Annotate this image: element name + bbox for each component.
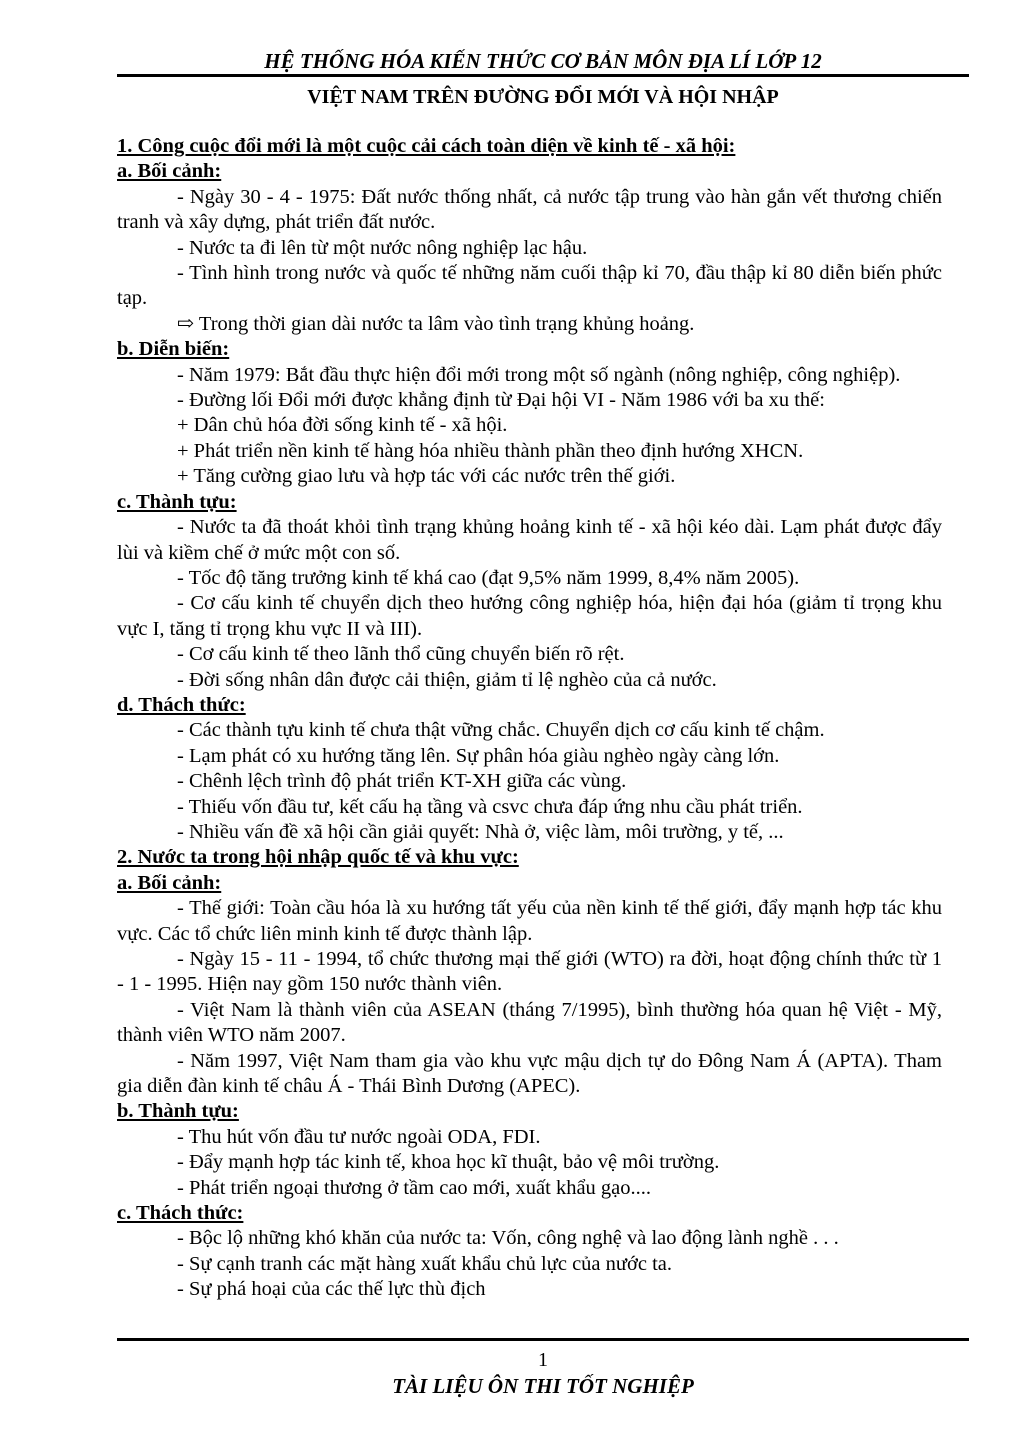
document-title: VIỆT NAM TRÊN ĐƯỜNG ĐỔI MỚI VÀ HỘI NHẬP [307, 86, 779, 108]
paragraph: - Nhiều vấn đề xã hội cần giải quyết: Nhà ở, việc làm, môi trường, y tế, ... [177, 820, 784, 843]
section-2-heading: 2. Nước ta trong hội nhập quốc tế và khu vực: [117, 846, 519, 869]
section-2a-heading: a. Bối cảnh: [117, 871, 222, 894]
paragraph: - Bộc lộ những khó khăn của nước ta: Vốn, công nghệ và lao động lành nghề . . . [177, 1227, 839, 1250]
document-body [117, 134, 942, 1303]
footer-title: TÀI LIỆU ÔN THI TỐT NGHIỆP [392, 1374, 694, 1398]
paragraph: - Việt Nam là thành viên của ASEAN (tháng 7/1995), bình thường hóa quan hệ Việt - Mỹ, thành viên WTO năm 2007. [117, 998, 942, 1047]
paragraph: + Dân chủ hóa đời sống kinh tế - xã hội. [177, 414, 508, 437]
section-2c-heading: c. Thách thức: [117, 1202, 244, 1225]
paragraph: - Cơ cấu kinh tế theo lãnh thổ cũng chuyển biến rõ rệt. [177, 643, 625, 666]
paragraph: - Thu hút vốn đầu tư nước ngoài ODA, FDI. [177, 1125, 541, 1148]
paragraph: - Chênh lệch trình độ phát triển KT-XH giữa các vùng. [177, 770, 627, 793]
paragraph: + Phát triển nền kinh tế hàng hóa nhiều thành phần theo định hướng XHCN. [177, 439, 804, 462]
paragraph: - Năm 1979: Bắt đầu thực hiện đổi mới trong một số ngành (nông nghiệp, công nghiệp). [177, 363, 901, 386]
paragraph: - Tình hình trong nước và quốc tế những năm cuối thập kỉ 70, đầu thập kỉ 80 diễn biến phức tạp. [117, 262, 942, 310]
section-1d-heading: d. Thách thức: [117, 693, 246, 716]
paragraph: - Nước ta đi lên từ một nước nông nghiệp lạc hậu. [177, 236, 588, 259]
paragraph: - Đẩy mạnh hợp tác kinh tế, khoa học kĩ thuật, bảo vệ môi trường. [177, 1151, 720, 1174]
paragraph: + Tăng cường giao lưu và hợp tác với các nước trên thế giới. [177, 465, 676, 488]
running-header-title: HỆ THỐNG HÓA KIẾN THỨC CƠ BẢN MÔN ĐỊA LÍ LỚP 12 [264, 49, 822, 73]
paragraph: - Lạm phát có xu hướng tăng lên. Sự phân hóa giàu nghèo ngày càng lớn. [177, 744, 780, 767]
section-1c-heading: c. Thành tựu: [117, 490, 237, 513]
paragraph: - Cơ cấu kinh tế chuyển dịch theo hướng công nghiệp hóa, hiện đại hóa (giảm tỉ trọng khu vực I, tăng tỉ trọng khu vực II và III). [117, 592, 942, 640]
paragraph: - Ngày 15 - 11 - 1994, tổ chức thương mại thế giới (WTO) ra đời, hoạt động chính thức từ 1 - 1 - 1995. Hiện nay gồm 150 nước thành viên. [117, 948, 942, 996]
page-number: 1 [538, 1349, 548, 1371]
header-rule [117, 74, 969, 77]
paragraph: - Đường lối Đổi mới được khẳng định từ Đại hội VI - Năm 1986 với ba xu thế: [177, 389, 825, 412]
paragraph: - Đời sống nhân dân được cải thiện, giảm tỉ lệ nghèo của cả nước. [177, 668, 717, 691]
section-2b-heading: b. Thành tựu: [117, 1100, 239, 1123]
paragraph: - Các thành tựu kinh tế chưa thật vững chắc. Chuyển dịch cơ cấu kinh tế chậm. [177, 719, 825, 742]
paragraph: - Thế giới: Toàn cầu hóa là xu hướng tất yếu của nền kinh tế thế giới, đẩy mạnh hợp tác khu vực. Các tổ chức liên minh kinh tế được thành lập. [117, 897, 942, 945]
section-1b-heading: b. Diễn biến: [117, 338, 230, 361]
section-1a-heading: a. Bối cảnh: [117, 160, 222, 183]
paragraph: - Ngày 30 - 4 - 1975: Đất nước thống nhất, cả nước tập trung vào hàn gắn vết thương chiến tranh và xây dựng, phát triển đất nước. [117, 185, 942, 234]
section-1-heading: 1. Công cuộc đổi mới là một cuộc cải cách toàn diện về kinh tế - xã hội: [117, 135, 736, 157]
paragraph: - Sự cạnh tranh các mặt hàng xuất khẩu chủ lực của nước ta. [177, 1252, 672, 1275]
conclusion-paragraph: ⇨ Trong thời gian dài nước ta lâm vào tình trạng khủng hoảng. [177, 312, 695, 335]
paragraph: - Thiếu vốn đầu tư, kết cấu hạ tầng và csvc chưa đáp ứng nhu cầu phát triển. [177, 795, 803, 818]
paragraph: - Sự phá hoại của các thế lực thù địch [177, 1278, 486, 1301]
paragraph: - Phát triển ngoại thương ở tầm cao mới, xuất khẩu gạo.... [177, 1176, 652, 1199]
paragraph: - Tốc độ tăng trưởng kinh tế khá cao (đạt 9,5% năm 1999, 8,4% năm 2005). [177, 566, 800, 589]
paragraph: - Nước ta đã thoát khỏi tình trạng khủng hoảng kinh tế - xã hội kéo dài. Lạm phát được đẩy lùi và kiềm chế ở mức một con số. [117, 516, 942, 564]
paragraph: - Năm 1997, Việt Nam tham gia vào khu vực mậu dịch tự do Đông Nam Á (APTA). Tham gia diễn đàn kinh tế châu Á - Thái Bình Dương (APEC). [117, 1049, 942, 1098]
footer-rule [117, 1338, 969, 1341]
